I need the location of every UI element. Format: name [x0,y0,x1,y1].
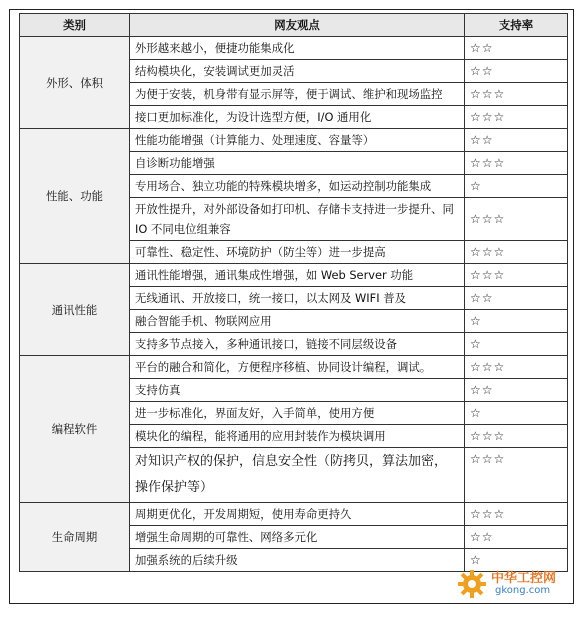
watermark-url: gkong.com [495,585,551,596]
category-cell: 外形、体积 [20,37,130,129]
opinion-cell: 无线通讯、开放接口，统一接口，以太网及 WIFI 普及 [130,287,465,310]
category-cell: 生命周期 [20,503,130,572]
opinion-cell: 专用场合、独立功能的特殊模块增多，如运动控制功能集成 [130,175,465,198]
opinion-cell: 可靠性、稳定性、环境防护（防尘等）进一步提高 [130,241,465,264]
opinion-cell: 外形越来越小，便捷功能集成化 [130,37,465,60]
opinion-cell: 对知识产权的保护，信息安全性（防拷贝，算法加密，操作保护等） [130,448,465,503]
support-rating: ☆ [465,310,568,333]
opinion-cell: 周期更优化，开发周期短，使用寿命更持久 [130,503,465,526]
opinion-cell: 加强系统的后续升级 [130,549,465,572]
opinion-cell: 增强生命周期的可靠性、网络多元化 [130,526,465,549]
opinion-cell: 自诊断功能增强 [130,152,465,175]
table-row [20,129,568,152]
opinion-cell: 模块化的编程，能将通用的应用封装作为模块调用 [130,425,465,448]
header-row [20,14,568,37]
category-cell: 通讯性能 [20,264,130,356]
support-rating: ☆☆ [465,60,568,83]
support-rating: ☆☆ [465,379,568,402]
watermark-title: 中华工控网 [491,571,557,586]
opinion-cell: 进一步标准化，界面友好，入手简单，使用方便 [130,402,465,425]
support-rating: ☆ [465,549,568,572]
header-category: 类别 [20,14,130,37]
support-rating: ☆☆ [465,526,568,549]
opinion-cell: 支持多节点接入，多种通讯接口，链接不同层级设备 [130,333,465,356]
opinion-cell: 平台的融合和简化，方便程序移植、协同设计编程，调试。 [130,356,465,379]
support-rating: ☆☆☆ [465,264,568,287]
support-rating: ☆☆☆ [465,448,568,503]
table-row [20,37,568,60]
support-rating: ☆☆ [465,37,568,60]
support-rating: ☆ [465,175,568,198]
gear-icon [457,569,487,599]
category-cell: 性能、功能 [20,129,130,264]
support-rating: ☆ [465,402,568,425]
support-rating: ☆☆☆ [465,241,568,264]
opinion-cell: 接口更加标准化，为设计选型方便，I/O 通用化 [130,106,465,129]
support-rating: ☆☆☆ [465,503,568,526]
opinion-cell: 开放性提升，对外部设备如打印机、存储卡支持进一步提升、同 IO 不同电位组兼容 [130,198,465,241]
opinion-cell: 通讯性能增强，通讯集成性增强，如 Web Server 功能 [130,264,465,287]
support-rating: ☆☆☆ [465,83,568,106]
opinion-cell: 支持仿真 [130,379,465,402]
table-row [20,503,568,526]
header-opinion: 网友观点 [130,14,465,37]
support-rating: ☆☆☆ [465,356,568,379]
support-rating: ☆ [465,333,568,356]
support-rating: ☆☆☆ [465,198,568,241]
opinion-cell: 融合智能手机、物联网应用 [130,310,465,333]
header-support-rate: 支持率 [465,14,568,37]
opinion-cell: 结构模块化，安装调试更加灵活 [130,60,465,83]
opinion-cell: 为便于安装，机身带有显示屏等，便于调试、维护和现场监控 [130,83,465,106]
gkong-watermark [451,563,571,607]
table-row [20,264,568,287]
support-rating: ☆☆ [465,129,568,152]
table-row [20,356,568,379]
opinion-table [19,13,568,572]
support-rating: ☆☆☆ [465,152,568,175]
support-rating: ☆☆ [465,287,568,310]
category-cell: 编程软件 [20,356,130,503]
support-rating: ☆☆☆ [465,425,568,448]
opinion-cell: 性能功能增强（计算能力、处理速度、容量等） [130,129,465,152]
support-rating: ☆☆☆ [465,106,568,129]
